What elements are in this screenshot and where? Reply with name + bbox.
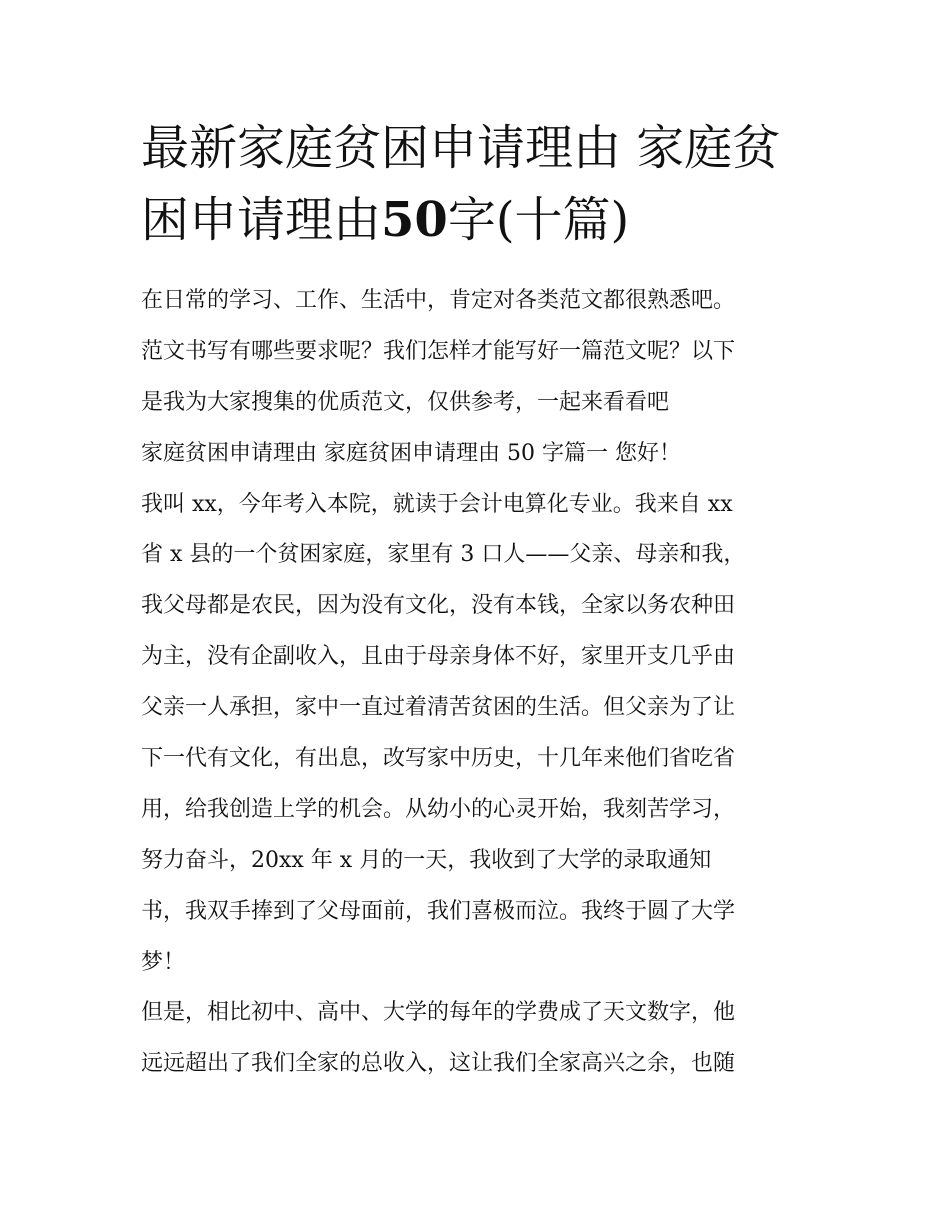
body-line: 省 x 县的一个贫困家庭，家里有 3 口人——父亲、母亲和我，	[141, 542, 746, 568]
body-line: 远远超出了我们全家的总收入，这让我们全家高兴之余，也随	[141, 1051, 736, 1077]
body-line: 下一代有文化，有出息，改写家中历史，十几年来他们省吃省	[141, 746, 736, 772]
title-line-2-suffix: 字(十篇)	[447, 192, 630, 248]
body-line: 书，我双手捧到了父母面前，我们喜极而泣。我终于圆了大学	[141, 898, 736, 924]
document-body	[141, 276, 821, 1090]
body-line: 努力奋斗，20xx 年 x 月的一天，我收到了大学的录取通知	[141, 847, 712, 873]
body-line: 父亲一人承担，家中一直过着清苦贫困的生活。但父亲为了让	[141, 695, 736, 721]
document-title	[141, 112, 821, 256]
body-line: 我父母都是农民，因为没有文化，没有本钱，全家以务农种田	[141, 593, 736, 619]
body-line: 我叫 xx，今年考入本院，就读于会计电算化专业。我来自 xx	[141, 491, 733, 517]
body-line: 用，给我创造上学的机会。从幼小的心灵开始，我刻苦学习，	[141, 796, 736, 822]
body-line: 在日常的学习、工作、生活中，肯定对各类范文都很熟悉吧。	[141, 288, 736, 313]
body-line: 为主，没有企副收入，且由于母亲身体不好，家里开支几乎由	[141, 644, 736, 670]
title-line-2-prefix: 困申请理由	[141, 192, 382, 248]
body-line: 是我为大家搜集的优质范文，仅供参考，一起来看看吧	[141, 389, 670, 415]
title-line-1: 最新家庭贫困申请理由 家庭贫	[141, 120, 781, 176]
body-line: 但是，相比初中、高中、大学的每年的学费成了天文数字，他	[141, 1000, 736, 1026]
body-line: 梦！	[141, 949, 186, 975]
title-line-2-number: 50	[381, 192, 448, 248]
body-line: 范文书写有哪些要求呢？我们怎样才能写好一篇范文呢？以下	[141, 338, 736, 364]
body-line: 家庭贫困申请理由 家庭贫困申请理由 50 字篇一 您好！	[141, 440, 681, 466]
